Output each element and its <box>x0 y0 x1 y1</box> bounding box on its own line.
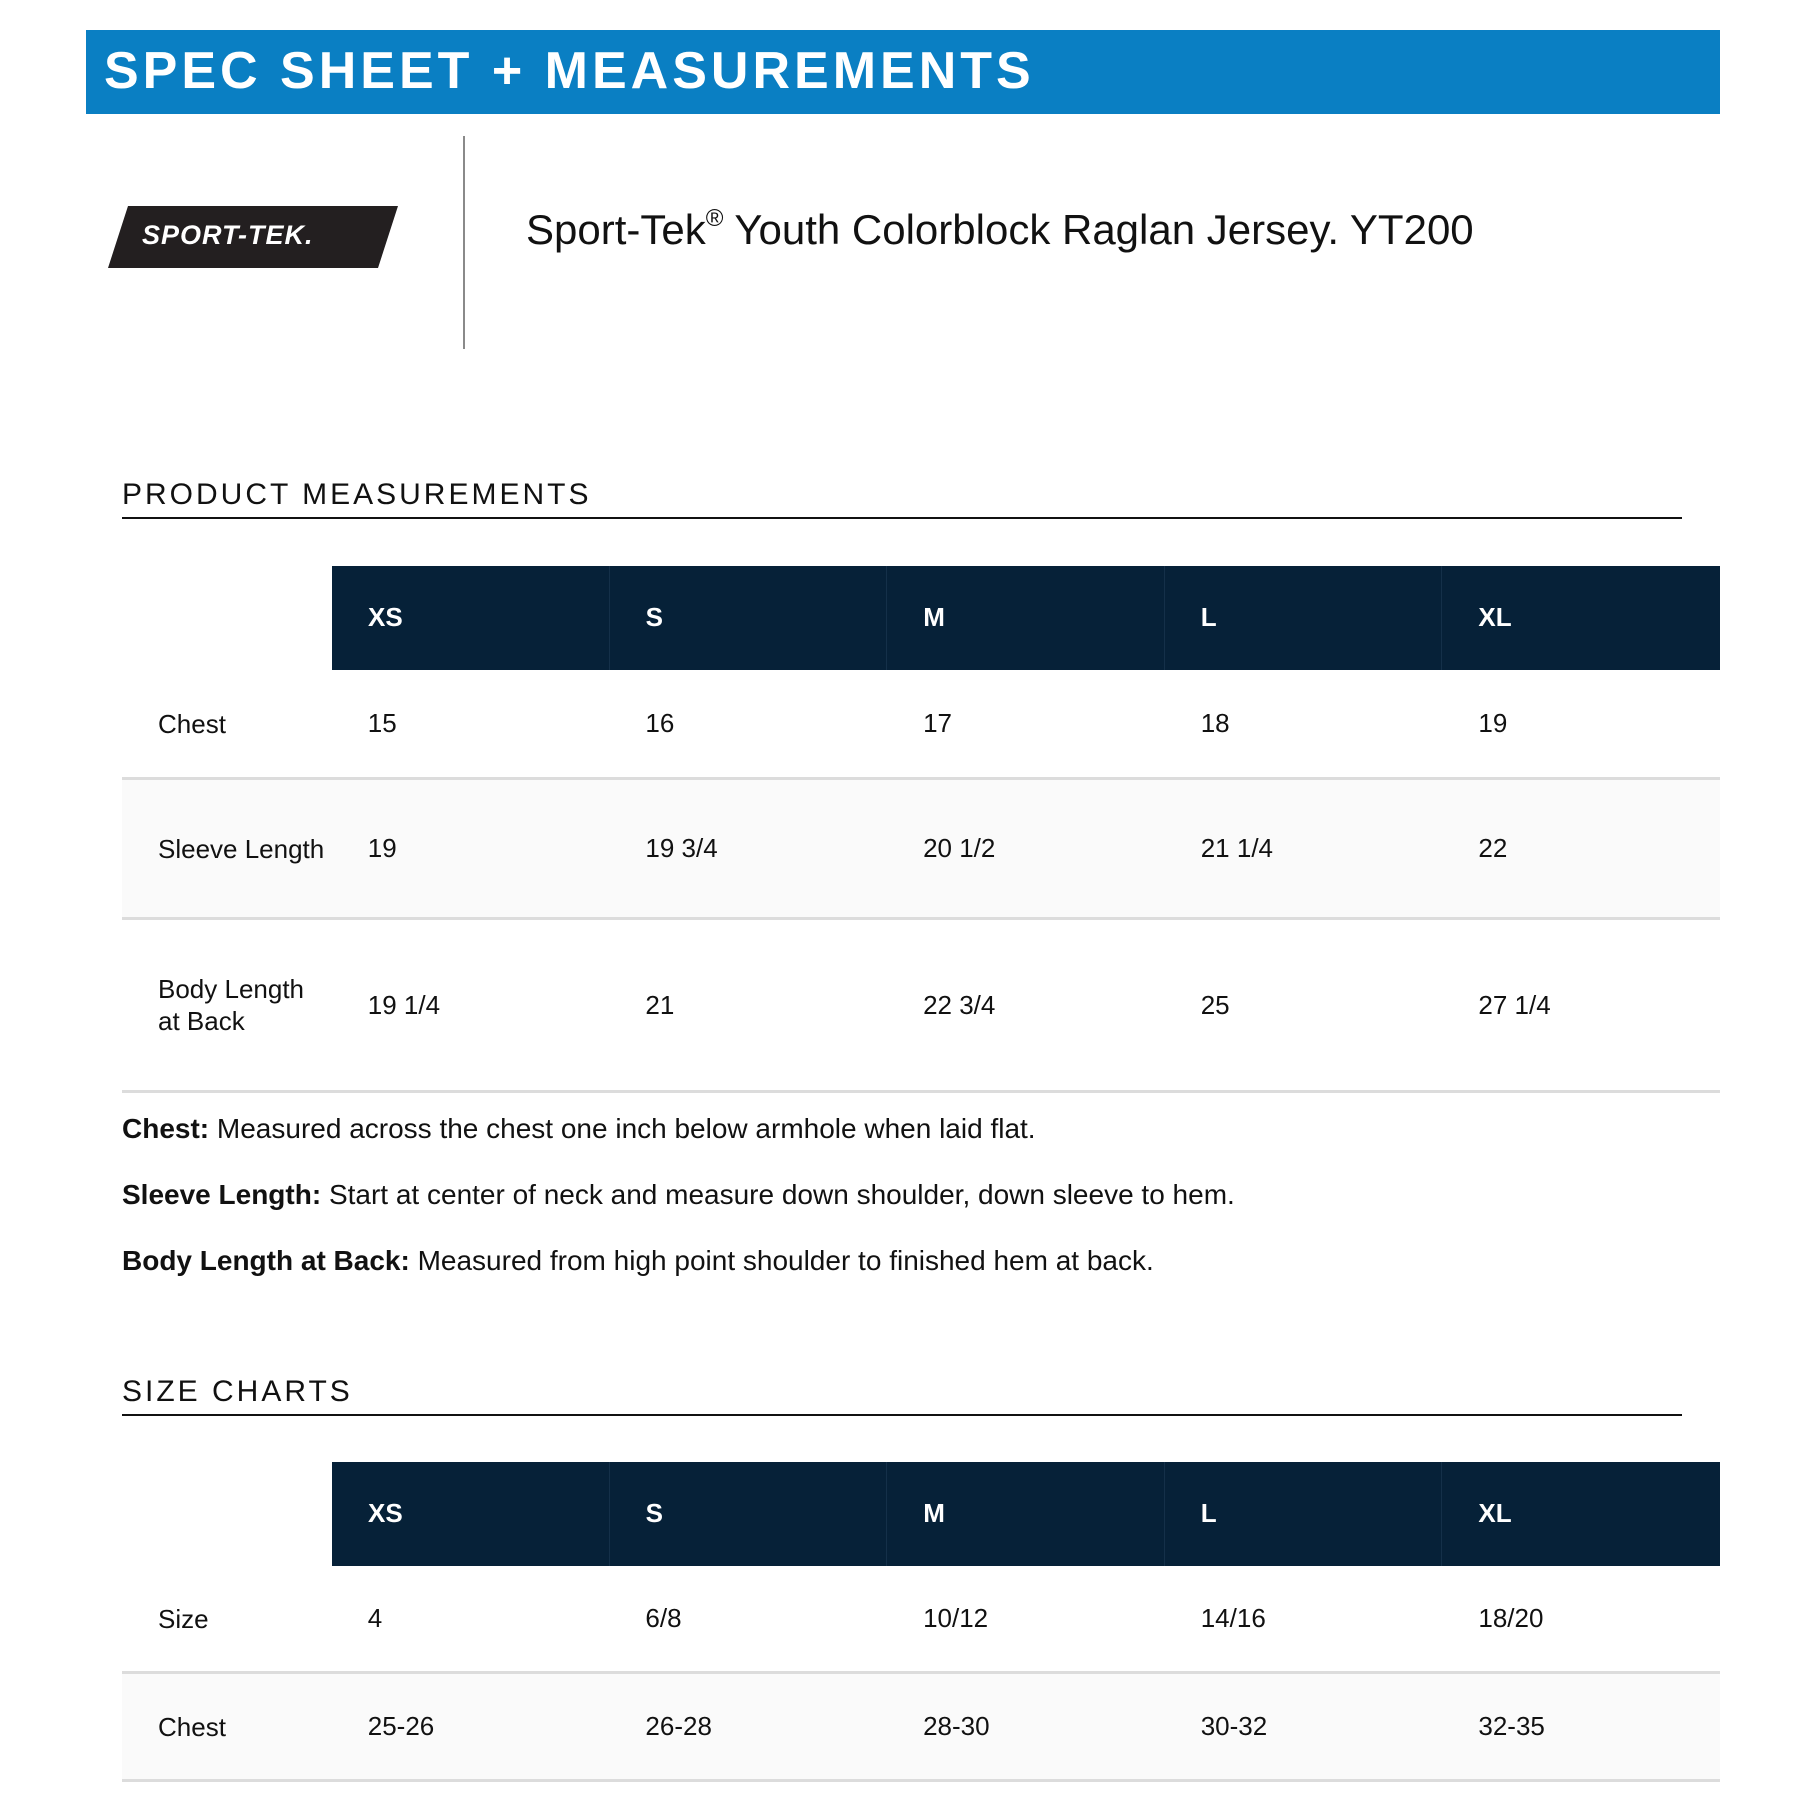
column-header: M <box>887 1462 1165 1566</box>
note-text: Measured from high point shoulder to finished hem at back. <box>409 1245 1154 1276</box>
row-label: Size <box>158 1603 209 1634</box>
measurement-notes <box>122 1113 1682 1311</box>
logo-text: SPORT-TEK. <box>142 220 314 250</box>
table-cell: 19 3/4 <box>645 833 718 863</box>
row-label: Chest <box>158 708 226 739</box>
size-chart-table <box>122 1462 1720 1782</box>
table-cell: 26-28 <box>645 1711 712 1741</box>
table-cell: 14/16 <box>1200 1603 1266 1633</box>
table-cell: 19 <box>367 833 397 863</box>
table-cell: 15 <box>367 708 397 738</box>
table-cell: 21 1/4 <box>1200 833 1274 863</box>
table-row <box>122 780 1720 920</box>
row-label: Chest <box>158 1711 226 1742</box>
note-term: Sleeve Length: <box>122 1179 322 1210</box>
table-cell: 6/8 <box>645 1603 682 1633</box>
table-cell: 16 <box>645 708 675 738</box>
vertical-divider <box>463 136 465 349</box>
registered-mark: ® <box>705 205 724 232</box>
table-cell: 19 <box>1478 708 1508 738</box>
table-cell: 25-26 <box>367 1711 435 1741</box>
product-measurements-heading: PRODUCT MEASUREMENTS <box>122 478 1682 519</box>
size-charts-heading: SIZE CHARTS <box>122 1375 1682 1416</box>
table-cell: 18/20 <box>1478 1603 1544 1633</box>
header-banner <box>86 30 1720 114</box>
row-label: Sleeve Length <box>158 833 325 864</box>
table-cell: 10/12 <box>923 1603 989 1633</box>
column-header: S <box>610 566 888 670</box>
product-measurements-table <box>122 566 1720 1093</box>
note-chest <box>122 1113 1682 1145</box>
table-row <box>122 1566 1720 1674</box>
table-row <box>122 1674 1720 1782</box>
table-cell: 28-30 <box>923 1711 990 1741</box>
column-header: XL <box>1478 602 1512 632</box>
note-text: Start at center of neck and measure down shoulder, down sleeve to hem. <box>321 1179 1235 1210</box>
column-header: XS <box>332 566 610 670</box>
page-title: SPEC SHEET + MEASUREMENTS <box>104 42 1035 100</box>
column-header: XS <box>332 1462 610 1566</box>
note-term: Chest: <box>122 1113 210 1144</box>
row-label: Body Length at Back <box>158 974 305 1036</box>
table-cell: 21 <box>645 989 675 1020</box>
table-cell: 19 1/4 <box>367 989 441 1020</box>
product-brand: Sport-Tek <box>526 206 706 253</box>
table-cell: 27 1/4 <box>1478 989 1551 1020</box>
column-header: L <box>1165 566 1443 670</box>
table-cell: 25 <box>1200 989 1230 1020</box>
table-cell: 32-35 <box>1478 1711 1545 1741</box>
note-sleeve-length <box>122 1179 1682 1211</box>
table-cell: 22 <box>1478 833 1508 863</box>
table-cell: 20 1/2 <box>923 833 996 863</box>
table-cell: 30-32 <box>1200 1711 1268 1741</box>
table-header-row <box>332 1462 1720 1566</box>
product-description: Youth Colorblock Raglan Jersey. YT200 <box>723 206 1474 253</box>
column-header: S <box>610 1462 888 1566</box>
table-cell: 18 <box>1200 708 1230 738</box>
note-body-length <box>122 1245 1682 1277</box>
table-cell: 17 <box>923 708 952 738</box>
table-cell: 22 3/4 <box>923 989 996 1020</box>
note-text: Measured across the chest one inch below armhole when laid flat. <box>209 1113 1036 1144</box>
table-row <box>122 670 1720 780</box>
note-term: Body Length at Back: <box>122 1245 410 1276</box>
table-cell: 4 <box>367 1603 383 1633</box>
table-row <box>122 920 1720 1093</box>
column-header: XL <box>1478 1498 1512 1528</box>
product-title <box>526 206 1474 254</box>
column-header: M <box>887 566 1165 670</box>
column-header: L <box>1165 1462 1443 1566</box>
table-header-row <box>332 566 1720 670</box>
